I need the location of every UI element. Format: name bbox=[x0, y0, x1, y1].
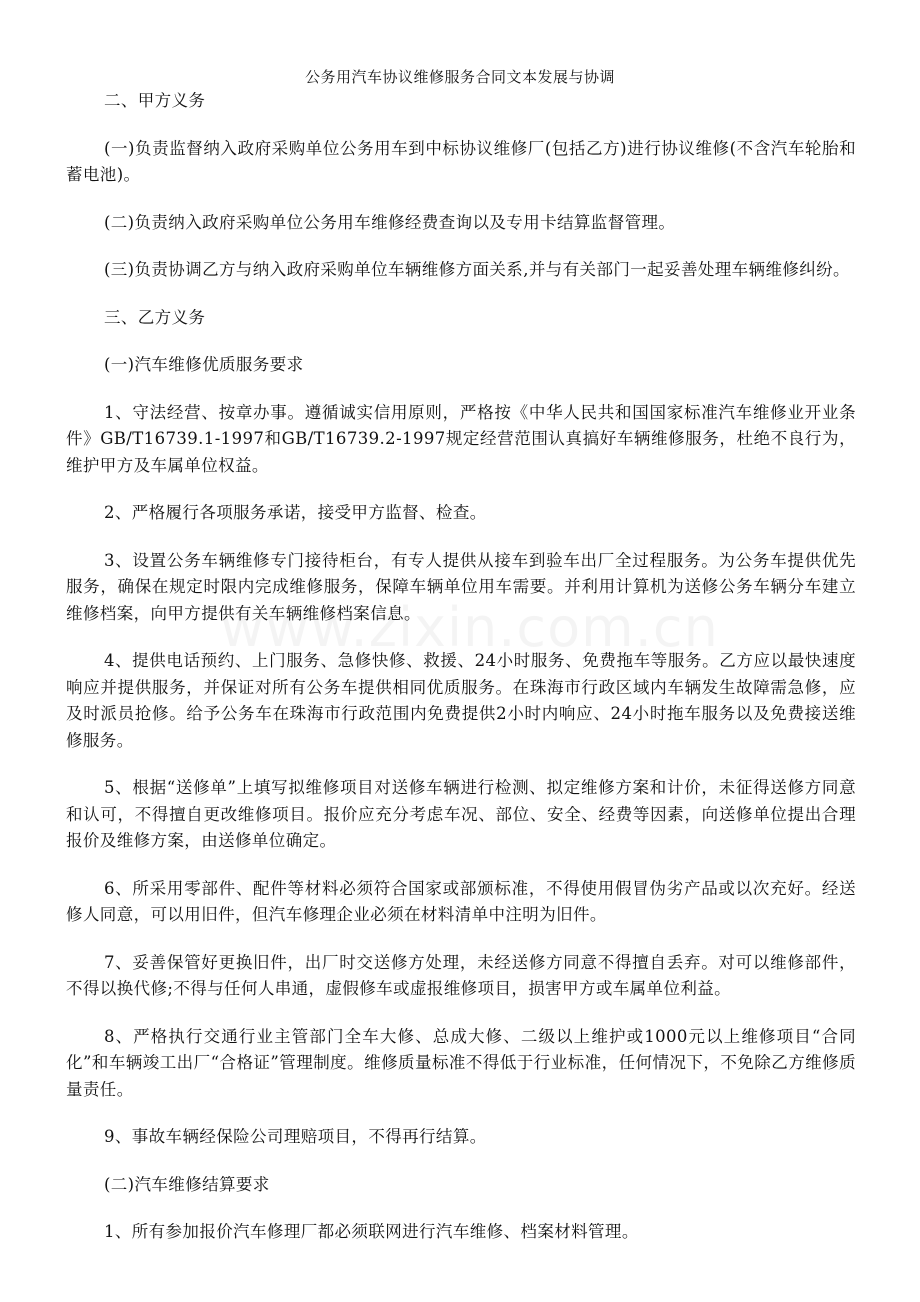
paragraph-b-6: 6、所采用零部件、配件等材料必须符合国家或部颁标准，不得使用假冒伪劣产品或以次充好。经送修人同意，可以用旧件，但汽车修理企业必须在材料清单中注明为旧件。 bbox=[66, 878, 856, 924]
paragraph-c-1: 1、所有参加报价汽车修理厂都必须联网进行汽车维修、档案材料管理。 bbox=[103, 1222, 639, 1241]
paragraph-b-8: 8、严格执行交通行业主管部门全车大修、总成大修、二级以上维护或1000元以上维修项目“合同化”和车辆竣工出厂“合格证”管理制度。维修质量标准不得低于行业标准，任何情况下，不免除乙方维修质量责任。 bbox=[66, 1026, 856, 1099]
paragraph-b-5: 5、根据“送修单”上填写拟维修项目对送修车辆进行检测、拟定维修方案和计价，未征得送修方同意和认可，不得擅自更改维修项目。报价应充分考虑车况、部位、安全、经费等因素，向送修单位提出合理报价及维修方案，由送修单位确定。 bbox=[66, 778, 856, 850]
paragraph-a-1: (一)负责监督纳入政府采购单位公务用车到中标协议维修厂(包括乙方)进行协议维修(不含汽车轮胎和蓄电池)。 bbox=[66, 138, 856, 184]
section-heading-party-a-obligations: 二、甲方义务 bbox=[103, 91, 206, 110]
paragraph-b-7: 7、妥善保管好更换旧件，出厂时交送修方处理，未经送修方同意不得擅自丢弃。对可以维修部件，不得以换代修;不得与任何人串通，虚假修车或虚报维修项目，损害甲方或车属单位利益。 bbox=[66, 952, 856, 998]
paragraph-b-2: 2、严格履行各项服务承诺，接受甲方监督、检查。 bbox=[103, 503, 487, 522]
section-heading-party-b-obligations: 三、乙方义务 bbox=[103, 307, 206, 327]
paragraph-b-3: 3、设置公务车辆维修专门接待柜台，有专人提供从接车到验车出厂全过程服务。为公务车提供优先服务，确保在规定时限内完成维修服务，保障车辆单位用车需要。并利用计算机为送修公务车辆分车建立维修档案，向甲方提供有关车辆维修档案信息。 bbox=[66, 550, 856, 623]
paragraph-b-4: 4、提供电话预约、上门服务、急修快修、救援、24小时服务、免费拖车等服务。乙方应以最快速度响应并提供服务，并保证对所有公务车提供相同优质服务。在珠海市行政区域内车辆发生故障需急修，应及时派员抢修。给予公务车在珠海市行政范围内免费提供2小时内响应、24小时拖车服务以及免费接送维修服务。 bbox=[66, 651, 856, 750]
paragraph-a-3: (三)负责协调乙方与纳入政府采购单位车辆维修方面关系,并与有关部门一起妥善处理车辆维修纠纷。 bbox=[103, 260, 850, 279]
subsection-heading-settlement-requirements: (二)汽车维修结算要求 bbox=[103, 1174, 270, 1194]
subsection-heading-service-requirements: (一)汽车维修优质服务要求 bbox=[103, 355, 304, 374]
document-title: 公务用汽车协议维修服务合同文本发展与协调 bbox=[304, 68, 615, 86]
document-body bbox=[66, 88, 856, 1267]
paragraph-b-1: 1、守法经营、按章办事。遵循诚实信用原则，严格按《中华人民共和国国家标准汽车维修业开业条件》GB/T16739.1-1997和GB/T16739.2-1997规定经营范围认真搞好车辆维修服务，杜绝不良行为，维护甲方及车属单位权益。 bbox=[66, 402, 856, 475]
paragraph-b-9: 9、事故车辆经保险公司理赔项目，不得再行结算。 bbox=[103, 1127, 487, 1146]
paragraph-a-2: (二)负责纳入政府采购单位公务用车维修经费查询以及专用卡结算监督管理。 bbox=[103, 212, 676, 232]
